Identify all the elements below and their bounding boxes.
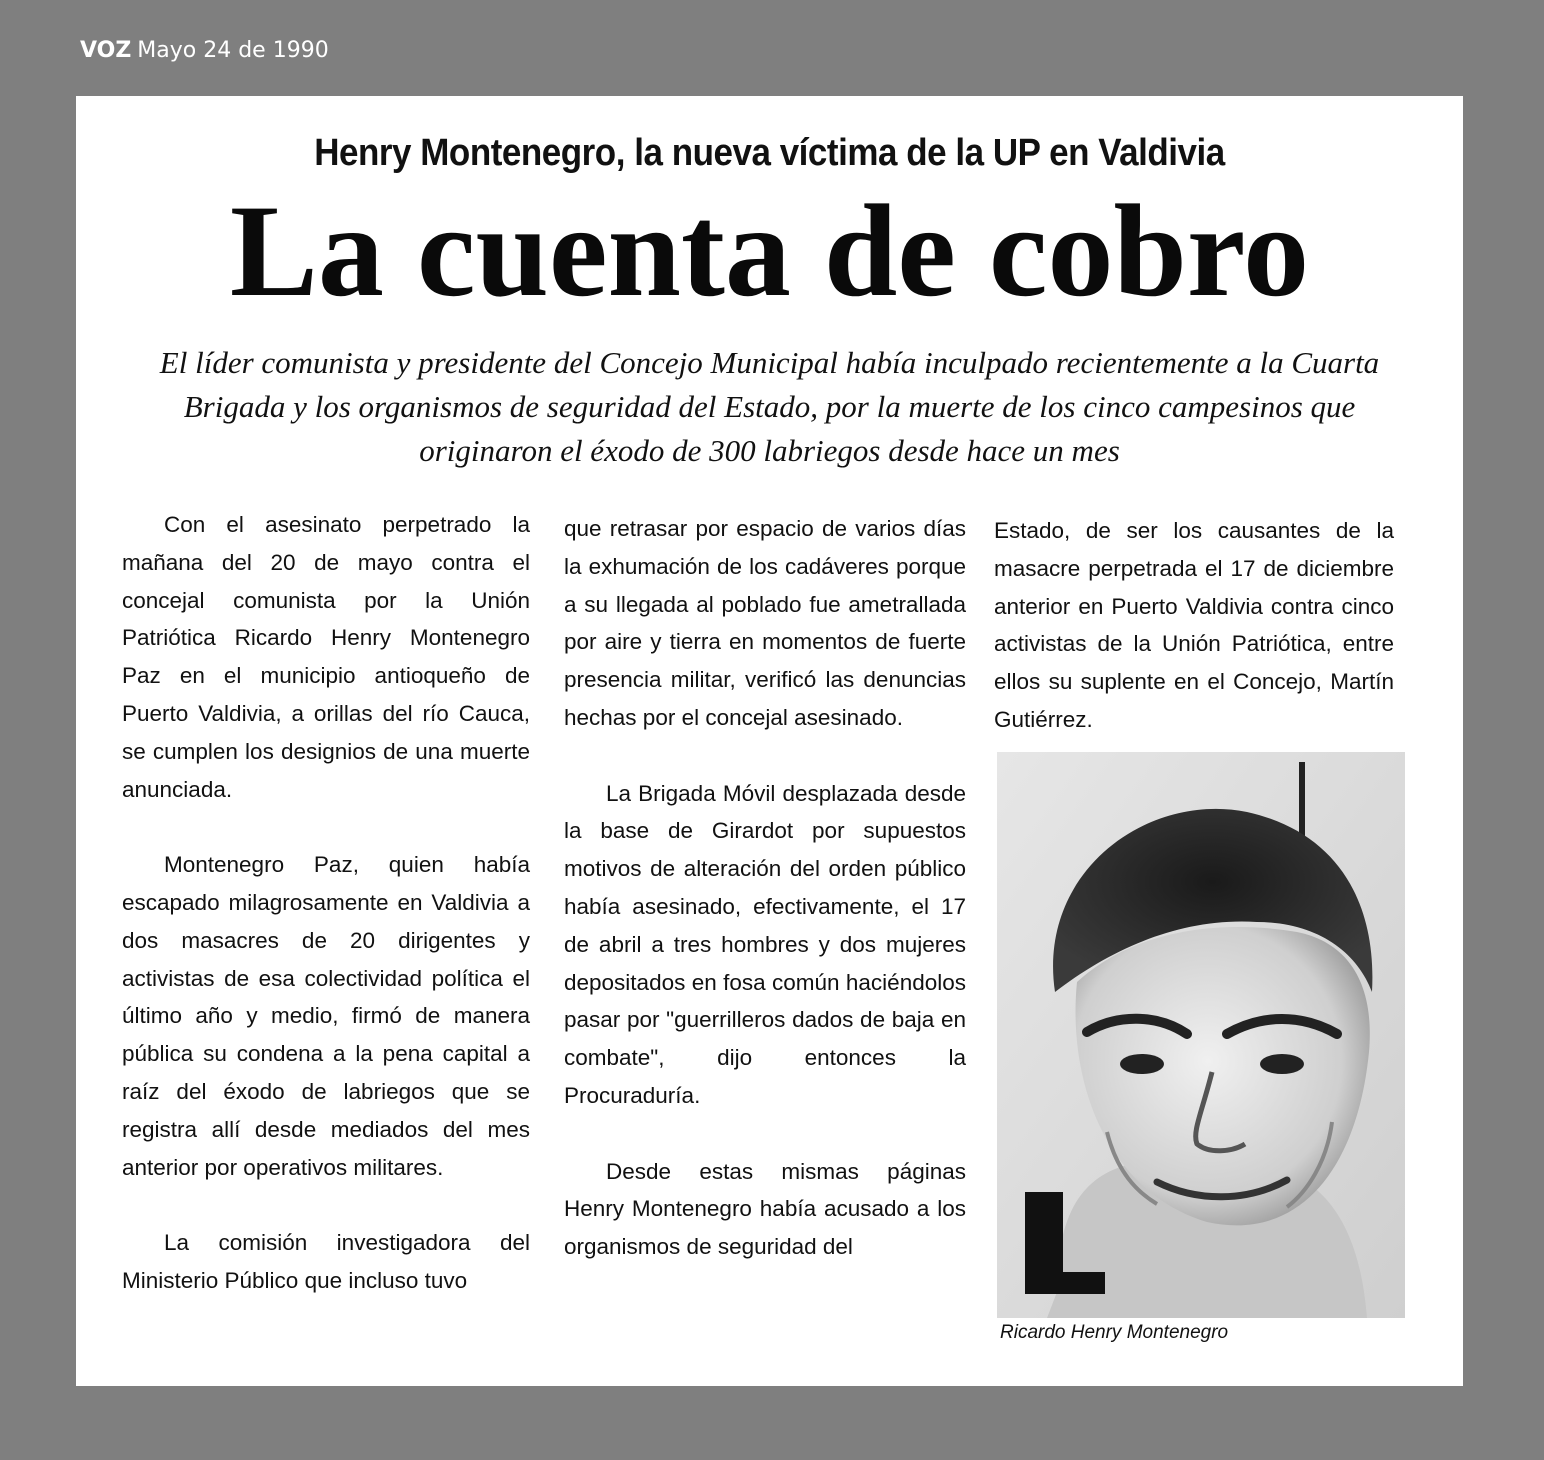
paragraph: La comisión investigadora del Ministerio Público que incluso tuvo (122, 1230, 530, 1293)
paragraph: Estado, de ser los causantes de la masacre perpetrada el 17 de diciembre anterior en Puerto Valdivia contra cinco activistas de la Unión Patriótica, entre ellos su suplente en el Concejo, Martín Gutiérrez. (994, 518, 1394, 732)
article-column-3 (994, 512, 1394, 777)
portrait-photo (997, 752, 1405, 1318)
source-line (80, 38, 329, 63)
paragraph: Montenegro Paz, quien había escapado milagrosamente en Valdivia a dos masacres de 20 dirigentes y activistas de esa colectividad política el último año y medio, firmó de manera pública su condena a la pena capital a raíz del éxodo de labriegos que se registra allí desde mediados del mes anterior por operativos militares. (122, 852, 530, 1180)
paragraph: La Brigada Móvil desplazada desde la base de Girardot por supuestos motivos de alteración del orden público había asesinado, efectivamente, el 17 de abril a tres hombres y dos mujeres depositados en fosa común haciéndolos pasar por "guerrilleros dados de baja en combate", dijo entonces la Procuraduría. (564, 780, 966, 1108)
deck-subheadline: El líder comunista y presidente del Concejo Municipal había inculpado recientemente a la Cuarta Brigada y los organismos de seguridad del Estado, por la muerte de los cinco campesinos que originaron el éxodo de 300 labriegos desde hace un mes (159, 345, 1380, 468)
paragraph: que retrasar por espacio de varios días la exhumación de los cadáveres porque a su llegada al poblado fue ametrallada por aire y tierra en momentos de fuerte presencia militar, verificó las denuncias hechas por el concejal asesinado. (564, 516, 966, 730)
publication-name: VOZ (80, 38, 132, 63)
paragraph: Desde estas mismas páginas Henry Montenegro había acusado a los organismos de seguridad del (564, 1158, 966, 1260)
article-column-1 (122, 506, 530, 1338)
article-column-2 (564, 510, 966, 1304)
newspaper-clipping (76, 96, 1463, 1386)
paragraph: Con el asesinato perpetrado la mañana del 20 de mayo contra el concejal comunista por la Unión Patriótica Ricardo Henry Montenegro Paz en el municipio antioqueño de Puerto Valdivia, a orillas del río Cauca, se cumplen los designios de una muerte anunciada. (122, 512, 530, 802)
main-headline: La cuenta de cobro (229, 177, 1310, 324)
photo-caption: Ricardo Henry Montenegro (1000, 1322, 1229, 1343)
kicker-headline: Henry Montenegro, la nueva víctima de la UP en Valdivia (314, 132, 1225, 174)
publication-date: Mayo 24 de 1990 (137, 38, 329, 63)
